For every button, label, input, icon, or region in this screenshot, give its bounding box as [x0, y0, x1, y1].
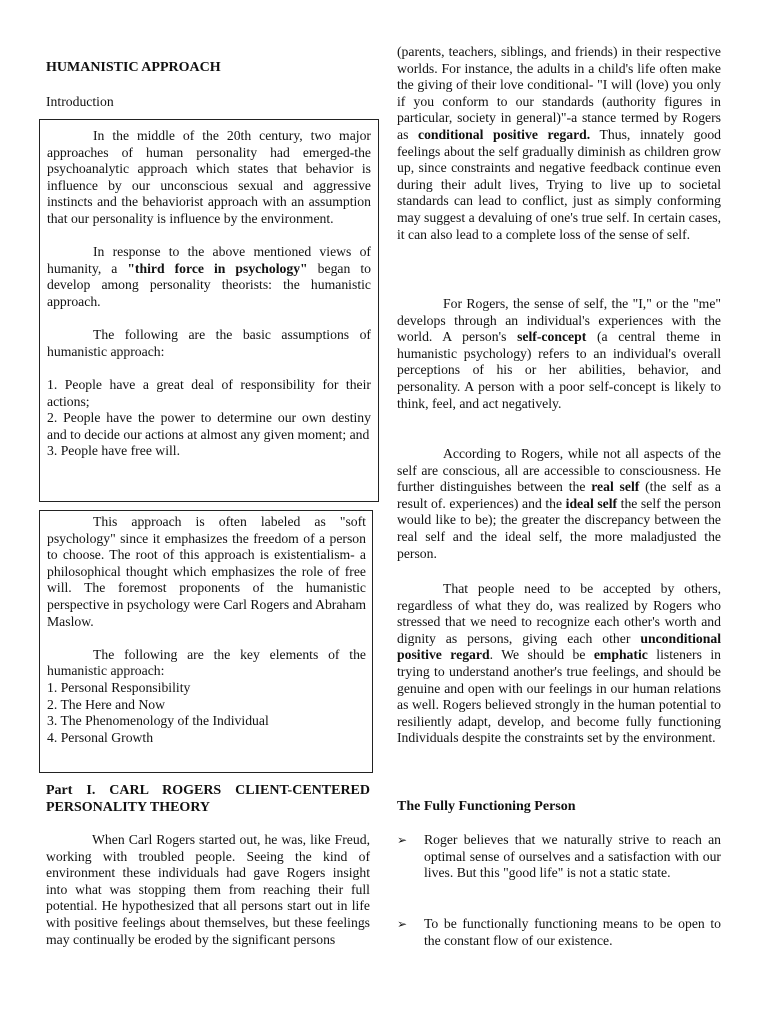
bullet-text: To be functionally functioning means to be open to the constant flow of our existence. — [424, 916, 721, 948]
bullet-item — [397, 916, 721, 949]
list-item: 4. Personal Growth — [47, 729, 154, 745]
p2-text: In response to the above mentioned views of humanity, a — [47, 244, 371, 276]
list-item: 1. People have a great deal of responsibility for their actions; — [47, 376, 371, 409]
key-elements-list — [47, 680, 366, 746]
emphatic-term: emphatic — [593, 647, 648, 663]
conditional-regard-paragraph — [397, 44, 721, 243]
list-item: 2. People have the power to determine our own destiny and to decide our actions at almost any given moment; and — [47, 410, 371, 442]
para-text-end: the self the person would like to be); the greater the discrepancy between the real self and the ideal self, the more maladjusted the person. — [397, 495, 721, 561]
document-title: HUMANISTIC APPROACH — [46, 60, 221, 75]
self-concept-paragraph — [397, 296, 721, 412]
assumptions-intro: The following are the basic assumptions of humanistic approach: — [47, 327, 371, 359]
unconditional-positive-regard-term: unconditional positive regard — [397, 630, 721, 663]
soft-psychology-paragraph: This approach is often labeled as "soft psychology" since it emphasizes the freedom of a person to choose. The root of this approach is existentialism- a philosophical thought which emphasizes the role of free will. The foremost proponents of the humanistic perspective in psychology were Carl Rogers and Abraham Maslow. — [47, 514, 366, 629]
para-text: According to Rogers, while not all aspects of the self are conscious, all are accessible to consciousness. He further distinguishes between the — [397, 446, 721, 495]
ideal-self-term: ideal self — [565, 495, 618, 511]
list-item: 3. The Phenomenology of the Individual — [47, 713, 269, 729]
p2-text-end: began to develop among personality theorists: the humanistic approach. — [47, 260, 371, 309]
intro-paragraph-1: In the middle of the 20th century, two major approaches of human personality had emerged-the psychoanalytic approach which states that behavior is influence by our unconscious sexual and aggressive instincts and the behaviorist approach with an assumption that our personality is influence by the environment. — [47, 128, 371, 226]
para-text-end: (a central theme in humanistic psychology) refers to an individual's overall perceptions of his or her abilities, behavior, and personality. A person with a poor self-concept is likely to think, feel, and act negatively. — [397, 329, 721, 411]
para-text: (parents, teachers, siblings, and friends) in their respective worlds. For instance, the adults in a child's life often make the giving of their love conditional- "I will (love) you only if you conform to our standards (authority figures in particular, society in general)"-a stance termed by Rogers as — [397, 44, 721, 142]
rogers-intro-paragraph: When Carl Rogers started out, he was, like Freud, working with troubled people. Seeing the kind of environment these individuals had gave Rogers insight into what was stopping them from reaching their full potential. He hypothesized that all persons start out in life with positive feelings about themselves, but these feelings may continually be eroded by the significant persons — [46, 832, 370, 947]
para-text-end: Thus, innately good feelings about the self gradually diminish as children grow up, since constraints and negative feedback continue even during their adult lives, Trying to live up to societal standards can lead to conflict, just as simply conforming may suggest a devaluing of one's true self. In certain cases, it can also lead to a complete loss of the sense of self. — [397, 126, 722, 242]
arrow-bullet-icon: ➢ — [397, 833, 408, 847]
list-item: 1. Personal Responsibility — [47, 679, 191, 695]
arrow-bullet-icon: ➢ — [397, 917, 408, 931]
part-heading: Part I. CARL ROGERS CLIENT-CENTERED PERSONALITY THEORY — [46, 783, 370, 815]
bullet-text: Roger believes that we naturally strive to reach an optimal sense of ourselves and a satisfaction with our lives. But this "good life" is not a static state. — [424, 832, 721, 881]
para-text-end: listeners in trying to understand another's true feelings, and should be genuine and open with our feelings in our human relations as well. Rogers believed strongly in the human potential to resiliently adapt, develop, and become fully functioning Individuals despite the constraints set by the environment. — [397, 647, 721, 746]
real-self-term: real self — [591, 479, 640, 495]
list-item: 2. The Here and Now — [47, 696, 165, 712]
assumptions-box — [39, 119, 379, 502]
self-concept-term: self-concept — [517, 329, 587, 345]
third-force-term: "third force in psychology" — [127, 260, 308, 276]
intro-heading: Introduction — [46, 94, 114, 109]
fully-functioning-heading: The Fully Functioning Person — [397, 799, 576, 814]
para-text: For Rogers, the sense of self, the "I," or the "me" develops through an individual's experiences with the world. A person's — [397, 296, 721, 345]
intro-paragraph-2 — [47, 244, 371, 310]
para-text: . We should be — [489, 647, 594, 663]
conditional-positive-regard-term: conditional positive regard. — [418, 126, 591, 142]
key-elements-box — [39, 510, 373, 773]
unconditional-regard-paragraph — [397, 581, 721, 747]
para-text: (the self as a result of. experiences) and the — [397, 479, 721, 511]
assumptions-list — [47, 377, 371, 460]
para-text: That people need to be accepted by others, regardless of what they do, was realized by Rogers who stressed that we need to recognize each other's worth and dignity as persons, giving each other — [397, 581, 721, 646]
key-elements-intro: The following are the key elements of the humanistic approach: — [47, 646, 366, 679]
real-ideal-self-paragraph — [397, 446, 721, 562]
list-item: 3. People have free will. — [47, 443, 181, 459]
bullet-item — [397, 832, 721, 882]
